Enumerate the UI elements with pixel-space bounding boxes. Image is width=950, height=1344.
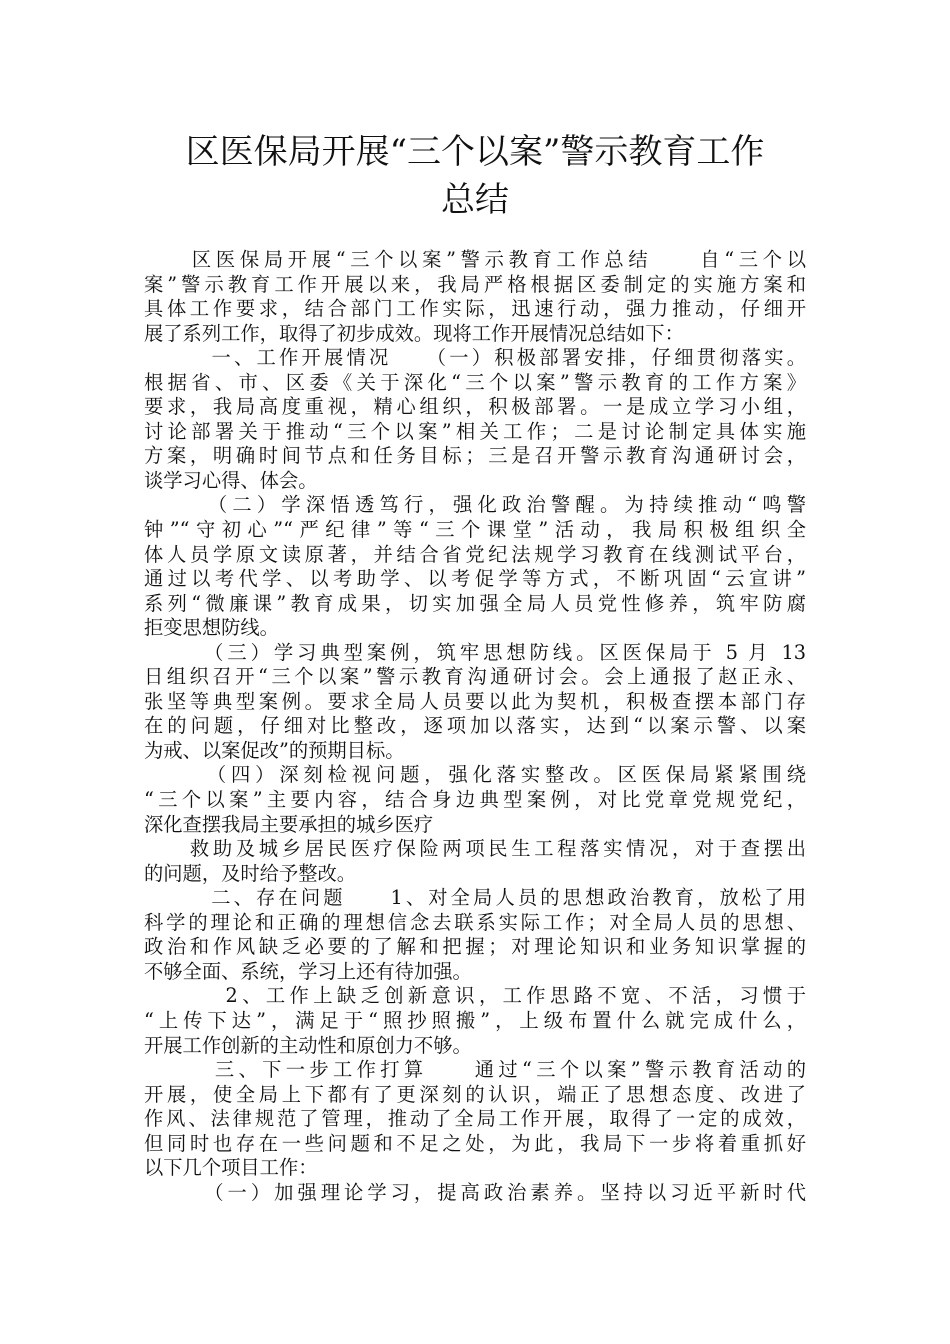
body-line: 作风、法律规范了管理，推动了全局工作开展，取得了一定的成效， — [144, 1107, 806, 1131]
body-line: 2、工作上缺乏创新意识，工作思路不宽、不活，习惯于 — [144, 984, 806, 1008]
body-line: （四）深刻检视问题，强化落实整改。区医保局紧紧围绕 — [144, 763, 806, 787]
body-line: 展了系列工作，取得了初步成效。现将工作开展情况总结如下： — [144, 321, 684, 345]
body-line: 开展，使全局上下都有了更深刻的认识，端正了思想态度、改进了 — [144, 1082, 806, 1106]
body-line: 以下几个项目工作： — [144, 1156, 318, 1180]
body-line: 在的问题，仔细对比整改，逐项加以落实，达到“以案示警、以案 — [144, 714, 806, 738]
body-line: 一、工作开展情况 （一）积极部署安排，仔细贯彻落实。 — [144, 346, 806, 370]
body-line: 的问题，及时给予整改。 — [144, 861, 357, 885]
body-line: 不够全面、系统，学习上还有待加强。 — [144, 959, 472, 983]
body-line: 具体工作要求，结合部门工作实际，迅速行动，强力推动，仔细开 — [144, 297, 806, 321]
body-line: 但同时也存在一些问题和不足之处，为此，我局下一步将着重抓好 — [144, 1131, 806, 1155]
document-body — [144, 248, 824, 1205]
body-line: “三个以案”主要内容，结合身边典型案例，对比党章党规党纪， — [144, 788, 806, 812]
body-line: 三、下一步工作打算 通过“三个以案”警示教育活动的 — [144, 1058, 806, 1082]
document-title-line-1: 区医保局开展“三个以案”警示教育工作 — [185, 132, 765, 172]
body-line: 为戒、以案促改”的预期目标。 — [144, 738, 405, 762]
body-line: 政治和作风缺乏必要的了解和把握；对理论知识和业务知识掌握的 — [144, 935, 806, 959]
body-line: （二）学深悟透笃行，强化政治警醒。为持续推动“鸣警 — [144, 493, 806, 517]
body-line: 开展工作创新的主动性和原创力不够。 — [144, 1033, 472, 1057]
body-line: 要求，我局高度重视，精心组织，积极部署。一是成立学习小组， — [144, 395, 806, 419]
body-line: 张坚等典型案例。要求全局人员要以此为契机，积极查摆本部门存 — [144, 689, 806, 713]
body-line: 救助及城乡居民医疗保险两项民生工程落实情况，对于查摆出 — [144, 837, 806, 861]
body-line: 拒变思想防线。 — [144, 616, 279, 640]
body-line: 根据省、市、区委《关于深化“三个以案”警示教育的工作方案》 — [144, 370, 806, 394]
body-line: 系列“微廉课”教育成果，切实加强全局人员党性修养，筑牢防腐 — [144, 591, 806, 615]
body-line: 日组织召开“三个以案”警示教育沟通研讨会。会上通报了赵正永、 — [144, 665, 806, 689]
body-line: 体人员学原文读原著，并结合省党纪法规学习教育在线测试平台， — [144, 542, 806, 566]
body-line: 二、存在问题 1、对全局人员的思想政治教育，放松了用 — [144, 886, 806, 910]
body-line: 区医保局开展“三个以案”警示教育工作总结 自“三个以 — [144, 248, 806, 271]
body-line: （三）学习典型案例，筑牢思想防线。区医保局于 5 月 13 — [144, 640, 806, 664]
body-line: 谈学习心得、体会。 — [144, 468, 318, 492]
body-line: 通过以考代学、以考助学、以考促学等方式，不断巩固“云宣讲” — [144, 567, 806, 591]
body-line: 案”警示教育工作开展以来，我局严格根据区委制定的实施方案和 — [144, 272, 806, 296]
body-line: 科学的理论和正确的理想信念去联系实际工作；对全局人员的思想、 — [144, 910, 806, 934]
body-line: （一）加强理论学习，提高政治素养。坚持以习近平新时代 — [144, 1180, 806, 1204]
body-line: 方案，明确时间节点和任务目标；三是召开警示教育沟通研讨会， — [144, 444, 806, 468]
body-line: 讨论部署关于推动“三个以案”相关工作；二是讨论制定具体实施 — [144, 419, 806, 443]
document-title-line-2: 总结 — [441, 180, 509, 220]
body-line: “上传下达”，满足于“照抄照搬”，上级布置什么就完成什么， — [144, 1008, 806, 1032]
body-line: 深化查摆我局主要承担的城乡医疗 — [144, 812, 434, 836]
body-line: 钟”“守初心”“严纪律”等“三个课堂”活动，我局积极组织全 — [144, 518, 806, 542]
